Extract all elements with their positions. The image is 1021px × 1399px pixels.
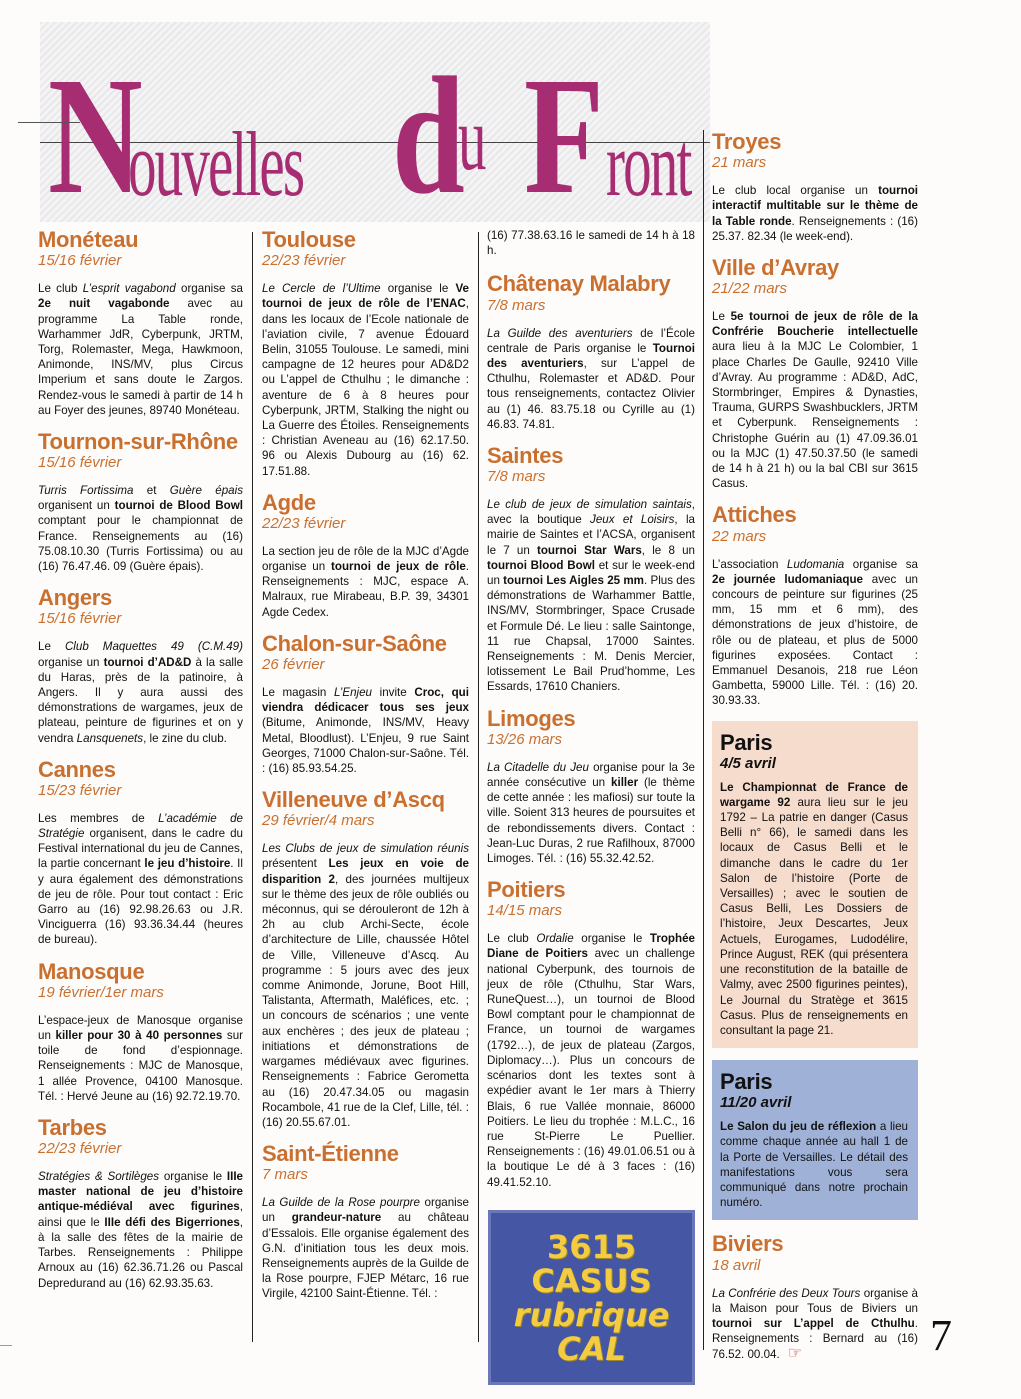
column-3: [487, 228, 695, 1202]
event-city: Cannes: [38, 756, 116, 782]
pointing-hand-icon: ☞: [787, 1345, 803, 1363]
event-city: Paris: [720, 1069, 773, 1095]
event-city: Ville d’Avray: [712, 254, 839, 280]
event-date: 29 février/4 mars: [262, 812, 375, 830]
column-divider: [478, 232, 479, 1342]
header-banner: [40, 22, 710, 229]
event-text: Stratégies & Sortilèges organise le IIIe master national de jeu d’histoire antique-médiéval avec figurines, ainsi que le IIIe défi des Bigerriones, à la salle des fêtes de la mairie de Tarbes. Renseignements : Philippe Arnoux au (16) 62.36.71.26 ou Pascal Depredurand au (16) 62.93.35.63.: [38, 1170, 243, 1290]
ad-line: rubrique: [513, 1295, 670, 1334]
event-text: Les Clubs de jeux de simulation réunis présentent Les jeux en voie de disparition 2, des journées multijeux sur le thème des jeux de rôle oubliés ou méconnus, qui se dérouleront de 12h à 2h au club Archi-Secte, école d’architecture de Lille, chaussée Hôtel de Ville, Villeneuve d’Ascq. Au programme : 5 jours avec des jeux comme Animonde, Jorune, Boot Hill, Talistanta, Aftermath, Maléfices, etc. ; un concours de scénarios ; une vente aux enchères ; des jeux de plateau ; initiations et démonstrations de wargames médiévaux avec figurines. Renseignements : Fabrice Gerometta au (16) 20.47.34.05 ou magasin Rocambole, 41 rue de la Clef, Lille, tél. : (16) 20.55.67.01.: [262, 842, 469, 1129]
event-date: 22/23 février: [262, 252, 346, 270]
title-letter-n: N: [48, 43, 143, 229]
title-letter-f: F: [524, 43, 605, 229]
event-entry: [38, 228, 243, 418]
event-date: 26 février: [262, 655, 325, 673]
event-date: 7/8 mars: [487, 468, 546, 486]
event-city: Châtenay Malabry: [487, 271, 671, 297]
event-text: Le magasin L’Enjeu invite Croc, qui viendra dédicacer tous ses jeux (Bitume, Animonde, INS/MV, Heavy Metal, Bloodlust). L’Enjeu, 9 rue Saint Georges, 71000 Chalon-sur-Saône. Tél. : (16) 85.93.54.25.: [262, 685, 469, 775]
event-text: La Guilde de la Rose pourpre organise un grandeur-nature au château d’Essalois. Elle organise également des G.N. d’initiation tous les deux mois. Renseignements auprès de la Guilde de la Rose pourpre, FJEP Métarc, 16 rue Virgile, 42100 Saint-Étienne. Tél. :: [262, 1196, 469, 1301]
event-date: 7 mars: [262, 1166, 308, 1184]
event-entry: [487, 707, 695, 867]
ad-line: CASUS: [531, 1261, 652, 1300]
event-city: Toulouse: [262, 227, 356, 252]
event-date: 14/15 mars: [487, 902, 563, 920]
event-city: Tarbes: [38, 1114, 107, 1140]
event-text: La Citadelle du Jeu organise pour la 3e année consécutive un killer (le thème de cette année : les mafiosi) sur toute la ville. Soient 313 heures de poursuites et de rebondissements divers. Contact : Jean-Luc Duras, 2 rue Rafilhoux, 87000 Limoges. Tél. : (16) 55.32.42.52.: [487, 760, 696, 865]
event-entry: [712, 503, 918, 708]
event-text: Le club L’esprit vagabond organise sa 2e nuit vagabonde avec au programme La Table ronde, Warhammer JdR, Cyberpunk, JRTM, Torg, Rolemaster, Mega, Hawkmoon, Animonde, INS/MV, plus Circus Imperium et sans doute le Zargos. Rendez-vous le samedi à partir de 14 h au Foyer des jeunes, 89740 Monéteau.: [38, 282, 243, 417]
event-text: Le Salon du jeu de réflexion a lieu comme chaque année au hall 1 de la Porte de Versailles. Le détail des manifestations vous sera communiqué dans notre prochain numéro.: [720, 1120, 909, 1210]
event-entry: [487, 272, 695, 432]
paris-box-salon: [712, 1060, 918, 1220]
event-city: Angers: [38, 585, 112, 611]
event-date: 19 février/1er mars: [38, 983, 164, 1001]
edge-mark: [0, 1345, 12, 1346]
left-margin-rule: [18, 122, 80, 123]
event-text: Le Cercle de l’Ultime organise le Ve tournoi de jeux de rôle de l’ENAC, dans les locaux de l’Ecole nationale de l’aviation civile, 7 avenue Édouard Belin, 31055 Toulouse. Le samedi, mini campagne de 12 heures pour AD&D2 ou L’appel de Cthulhu ; le dimanche : aventure de 6 à 8 heures pour Cyberpunk, JRTM, Stalking the night ou La Guerre des Étoiles. Renseignements : Christian Aveneau au (16) 62.17.50. 96 ou Alexis Dubourg au (16) 62. 17.51.88.: [262, 282, 469, 478]
event-entry: [262, 788, 469, 1130]
event-text: L’espace-jeux de Manosque organise un killer pour 30 à 40 personnes sur toile de fond d’espionnage. Renseignements : MJC de Manosque, 1 allée Provence, 04100 Manosque. Tél. : Hervé Jeune au (16) 92.72.19.70.: [38, 1013, 243, 1103]
event-text: Les membres de L’académie de Stratégie organisent, dans le cadre du Festival international du jeu de Cannes, la partie concernant le jeu d’histoire. Il y aura également des démonstrations de jeu de rôle. Pour tout contact : Eric Garro au (16) 92.98.26.63 ou J.R. Vinciguerra (16) 93.36.34.44 (heures de bureau).: [38, 811, 243, 947]
event-date: 11/20 avril: [720, 1094, 792, 1112]
event-entry: [38, 586, 243, 746]
event-city: Monéteau: [38, 227, 139, 252]
event-text: Le club Ordalie organise le Trophée Diane de Poitiers avec un challenge national Cyberpunk, des tournois de jeux de rôle (Cthulhu, Star Wars, RuneQuest…), un tournoi de Blood Bowl comptant pour le championnat de France, un tournoi de wargames (1792…), de jeux de plateau (Zargos, Diplomacy…). Plus un concours de scénarios dont les textes sont à expédier avant le 1er mars à Thierry Blais, 6 rue Vallée monnaie, 86000 Poitiers. Le lieu du trophée : M.L.C., 16 rue St-Pierre Le Puellier. Renseignements : (16) 49.01.06.51 ou à la boutique Le dé à 3 faces : (16) 49.41.52.10.: [487, 932, 695, 1189]
event-city: Poitiers: [487, 877, 566, 903]
event-text: Le club local organise un tournoi interactif multitable sur le thème de la Table ronde. Renseignements : (16) 25.37. 82.34 (le week-end).: [712, 184, 918, 243]
event-city: Saint-Étienne: [262, 1141, 399, 1167]
page-number: 7: [930, 1311, 952, 1360]
event-biviers: [712, 1232, 918, 1362]
event-text: Le Club Maquettes 49 (C.M.49) organise un tournoi d’AD&D à la salle du Haras, près de la patinoire, à Angers. Il y aura aussi des démonstrations de wargames, jeux de plateau, peinture de figurines et on y vendra Lansquenets, le zine du club.: [38, 640, 244, 745]
event-entry: [38, 960, 243, 1104]
ad-line: 3615: [546, 1227, 637, 1266]
event-text: Le club de jeux de simulation saintais, avec la boutique Jeux et Loisirs, la mairie de Saintes et l’ACSA, organisent le 7 un tournoi Star Wars, le 8 un tournoi Blood Bowl et sur le week-end un tournoi Les Aigles 25 mm. Plus des démonstrations de Warhammer Battle, INS/MV, Stormbringer, Space Crusade et Formule Dé. Le lieu : salle Saintonge, 11 rue Chapsal, 17000 Saintes. Renseignements : M. Denis Mercier, lotissement Le Bail Prud’homme, Les Essards, 17610 Chaniers.: [487, 498, 695, 694]
event-text: Turris Fortissima et Guère épais organisent un tournoi de Blood Bowl comptant pour le championnat de France. Renseignements au (16) 75.08.10.30 (Turris Fortissima) ou au (16) 76.47.46. 09 (Guère épais).: [38, 484, 243, 574]
event-text: L’association Ludomania organise sa 2e journée ludomaniaque avec un concours de peinture sur figurines (25 mm, 15 mm et 6 mm), des démonstrations de jeux d’histoire, de rôle ou de plateau, et plus de 5000 figurines exposées. Contact : Emmanuel Desanois, 218 rue Léon Gambetta, 59000 Lille. Tél. : (16) 20. 30.93.33.: [712, 557, 918, 708]
column-divider: [703, 130, 704, 1350]
event-text: Le Championnat de France de wargame 92 aura lieu sur le jeu 1792 – La patrie en danger (Casus Belli n° 66), le samedi dans les locaux de Casus Belli et le dimanche dans le cadre du 1er Salon de l’histoire (Porte de Versailles) ; avec le soutien de Casus Belli, Les Dossiers de l’histoire, Jeux Descartes, Jeux Actuels, Eurogames, Ludodélire, Prince August, REK (qui présentera une reconstitution de la bataille de Valmy, avec 2500 figurines peintes), Le Journal du Stratège et 3615 Casus. Plus de renseignements en consultant la page 21.: [720, 780, 908, 1037]
event-entry: [487, 444, 695, 695]
event-city: Paris: [720, 729, 773, 755]
event-city: Attiches: [712, 502, 797, 528]
event-entry: [38, 430, 243, 574]
event-date: 22/23 février: [262, 514, 346, 532]
event-city: Biviers: [712, 1231, 784, 1257]
continued-text: (16) 77.38.63.16 le samedi de 14 h à 18 h.: [487, 229, 695, 258]
event-date: 21 mars: [712, 154, 767, 172]
casus-ad-box: [488, 1210, 695, 1385]
event-date: 15/16 février: [38, 252, 122, 270]
event-city: Agde: [262, 489, 316, 515]
ad-line: CAL: [557, 1329, 626, 1368]
title-letter-u: u: [458, 87, 485, 189]
event-date: 15/23 février: [38, 781, 122, 799]
event-entry: [712, 256, 918, 492]
event-date: 15/16 février: [38, 610, 122, 628]
event-text: La section jeu de rôle de la MJC d’Agde organise un tournoi de jeux de rôle. Renseignements : MJC, espace A. Malraux, rue Mirabeau, B.P. 39, 34301 Agde Cedex.: [262, 544, 470, 619]
event-entry: [38, 758, 243, 948]
event-date: 7/8 mars: [487, 296, 546, 314]
event-city: Manosque: [38, 958, 145, 984]
event-date: 15/16 février: [38, 454, 122, 472]
title-word-ouvelles: ouvelles: [128, 113, 304, 215]
event-date: 22 mars: [712, 527, 767, 545]
event-date: 21/22 mars: [712, 280, 788, 297]
event-entry: [262, 632, 469, 776]
title-letter-d: d: [392, 43, 465, 229]
column-2: [262, 228, 469, 1314]
page-title: [40, 22, 710, 229]
event-city: Limoges: [487, 705, 576, 731]
event-date: 18 avril: [712, 1256, 761, 1274]
title-word-ront: ront: [606, 113, 691, 215]
event-entry: [487, 878, 695, 1190]
column-divider: [252, 232, 253, 1342]
event-date: 22/23 février: [38, 1140, 122, 1158]
event-entry: [262, 228, 469, 479]
event-entry: [712, 130, 918, 244]
event-text: La Guilde des aventuriers de l’École centrale de Paris organise le Tournoi des aventuriers, sur L’appel de Cthulhu, Rolemaster et AD&D. Pour tous renseignements, contactez Olivier au (1) 46. 83.75.18 ou Cyrille au (1) 46.83. 74.81.: [487, 326, 695, 431]
event-city: Villeneuve d’Ascq: [262, 787, 445, 813]
event-city: Tournon-sur-Rhône: [38, 428, 238, 454]
event-entry: [38, 1116, 243, 1291]
event-entry: [262, 1142, 469, 1302]
column-1: [38, 228, 243, 1303]
event-date: 13/26 mars: [487, 730, 563, 748]
event-text: Le 5e tournoi de jeux de rôle de la Confrérie Boucherie intellectuelle aura lieu à la MJC Le Colombier, 1 place Charles De Gaulle, 92410 Ville d’Avray. Au programme : AD&D, AdC, Stormbringer, Empires & Dynasties, Trauma, GURPS Swashbucklers, JRTM et Cyberpunk. Renseignements : Christophe Guérin au (1) 47.09.36.01 ou la MJC (1) 47.50.37.50 (le samedi de 14 h à 21 h) ou la bal CBI sur 3615 Casus.: [712, 310, 918, 491]
event-text: La Confrérie des Deux Tours organise à la Maison pour Tous de Biviers un tournoi sur L’appel de Cthulhu. Renseignements : Bernard au (16) 76.52. 00.04. ☞: [712, 1286, 918, 1363]
event-entry: [262, 491, 469, 620]
event-city: Troyes: [712, 129, 782, 154]
paris-box-wargame: [712, 721, 918, 1049]
column-4: [712, 130, 918, 1375]
event-date: 4/5 avril: [720, 754, 776, 772]
event-city: Chalon-sur-Saône: [262, 630, 447, 656]
event-city: Saintes: [487, 442, 564, 468]
